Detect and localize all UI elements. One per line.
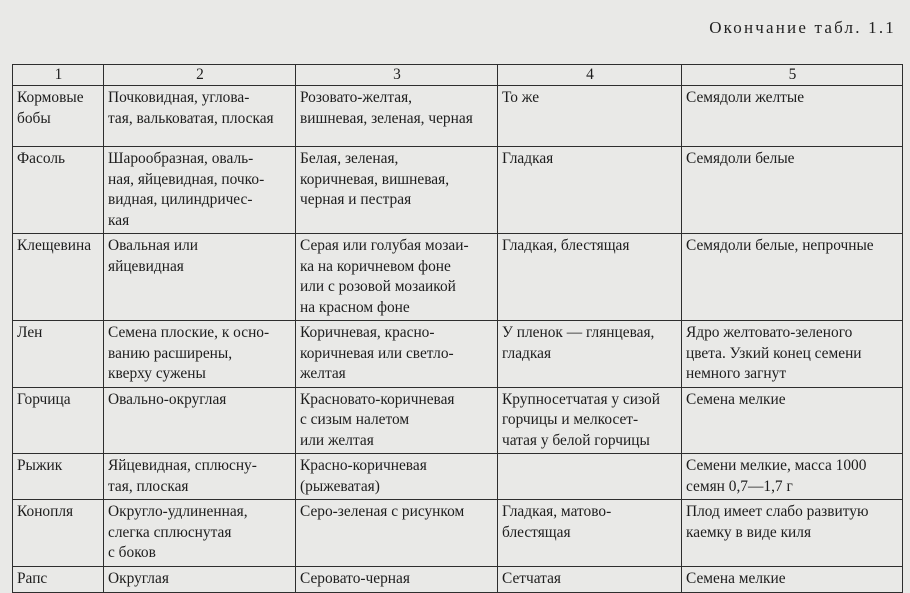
surface-cell: Гладкая, блестящая [498, 234, 682, 321]
shape-cell: Шарообразная, оваль- ная, яйцевидная, почко- видная, цилиндричес- кая [104, 147, 296, 234]
features-cell: Семядоли желтые [682, 86, 903, 147]
table-header-row [13, 65, 903, 86]
column-header: 1 [13, 65, 104, 86]
surface-cell: У пленок — глянцевая, гладкая [498, 321, 682, 388]
shape-cell: Семена плоские, к осно- ванию расширены, кверху сужены [104, 321, 296, 388]
features-cell: Семена мелкие [682, 387, 903, 454]
column-header: 4 [498, 65, 682, 86]
table-row [13, 566, 903, 592]
crop-name-cell: Конопля [13, 500, 104, 567]
surface-cell: Сетчатая [498, 566, 682, 592]
table-caption: Окончание табл. 1.1 [709, 18, 896, 37]
color-cell: Серовато-черная [296, 566, 498, 592]
table-row [13, 321, 903, 388]
table-row [13, 147, 903, 234]
surface-cell: То же [498, 86, 682, 147]
features-cell: Семядоли белые, непрочные [682, 234, 903, 321]
features-cell: Ядро желтовато-зеленого цвета. Узкий конец семени немного загнут [682, 321, 903, 388]
color-cell: Коричневая, красно- коричневая или светло- желтая [296, 321, 498, 388]
surface-cell: Гладкая, матово- блестящая [498, 500, 682, 567]
crop-name-cell: Клещевина [13, 234, 104, 321]
features-cell: Семена мелкие [682, 566, 903, 592]
table-row [13, 454, 903, 500]
surface-cell [498, 454, 682, 500]
color-cell: Красновато-коричневая с сизым налетом или желтая [296, 387, 498, 454]
column-header: 2 [104, 65, 296, 86]
color-cell: Розовато-желтая, вишневая, зеленая, черная [296, 86, 498, 147]
shape-cell: Округлая [104, 566, 296, 592]
crop-name-cell: Рапс [13, 566, 104, 592]
column-header: 3 [296, 65, 498, 86]
features-cell: Семени мелкие, масса 1000 семян 0,7—1,7 г [682, 454, 903, 500]
crop-name-cell: Горчица [13, 387, 104, 454]
features-cell: Семядоли белые [682, 147, 903, 234]
shape-cell: Овальная или яйцевидная [104, 234, 296, 321]
shape-cell: Овально-округлая [104, 387, 296, 454]
table-row [13, 387, 903, 454]
surface-cell: Крупносетчатая у сизой горчицы и мелкосет- чатая у белой горчицы [498, 387, 682, 454]
shape-cell: Яйцевидная, сплюсну- тая, плоская [104, 454, 296, 500]
color-cell: Серая или голубая мозаи- ка на коричневом фоне или с розовой мозаикой на красном фоне [296, 234, 498, 321]
crop-name-cell: Рыжик [13, 454, 104, 500]
crop-name-cell: Кормовые бобы [13, 86, 104, 147]
features-cell: Плод имеет слабо развитую каемку в виде киля [682, 500, 903, 567]
surface-cell: Гладкая [498, 147, 682, 234]
crop-name-cell: Фасоль [13, 147, 104, 234]
shape-cell: Округло-удлиненная, слегка сплюснутая с боков [104, 500, 296, 567]
table-row [13, 234, 903, 321]
color-cell: Красно-коричневая (рыжеватая) [296, 454, 498, 500]
table-row [13, 86, 903, 147]
crop-name-cell: Лен [13, 321, 104, 388]
column-header: 5 [682, 65, 903, 86]
shape-cell: Почковидная, углова- тая, вальковатая, плоская [104, 86, 296, 147]
seed-characteristics-table [12, 64, 903, 593]
color-cell: Белая, зеленая, коричневая, вишневая, черная и пестрая [296, 147, 498, 234]
color-cell: Серо-зеленая с рисунком [296, 500, 498, 567]
table-row [13, 500, 903, 567]
